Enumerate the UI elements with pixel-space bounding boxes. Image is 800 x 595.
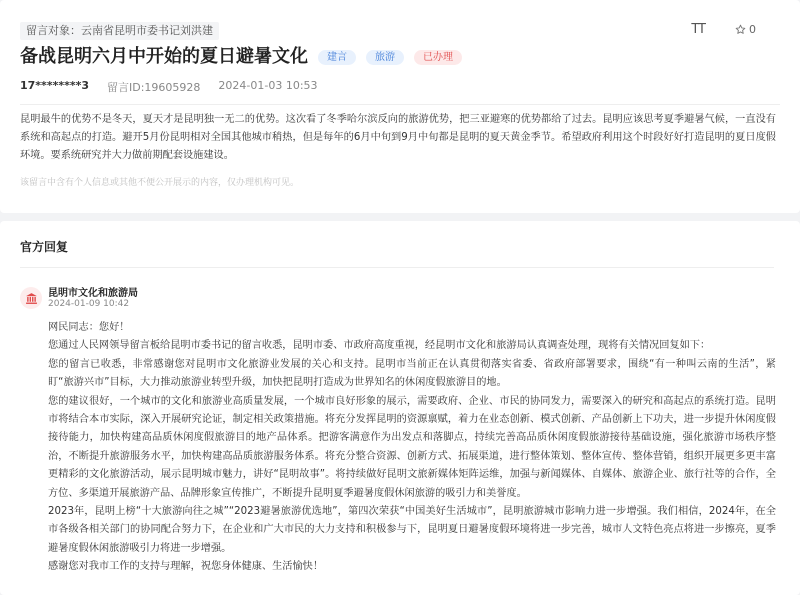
divider xyxy=(20,104,780,105)
divider xyxy=(20,267,774,268)
government-building-icon xyxy=(25,292,38,305)
message-actions xyxy=(691,22,756,37)
avatar xyxy=(20,287,42,309)
official-reply-card xyxy=(0,221,800,595)
reply-paragraph: 您通过人民网领导留言板给昆明市委书记的留言收悉，昆明市委、市政府高度重视，经昆明市文化和旅游局认真调查处理，现将有关情况回复如下： xyxy=(48,340,711,352)
reply-paragraph: 感谢您对我市工作的支持与理解，祝您身体健康、生活愉快！ xyxy=(48,561,324,573)
message-body: 昆明最牛的优势不是冬天，夏天才是昆明独一无二的优势。这次看了冬季哈尔滨反向的旅游优势，把三亚避寒的优势都给了过去。昆明应该思考夏季避暑气候，一直没有系统和高起点的打造。避开5月份昆明相对全国其他城市稍热，但是每年的6月中旬到9月中旬都是昆明的夏天黄金季节。希望政府利用这个时段好好打造昆明的夏日度假环境。要系统研究并大力做前期配套设施建设。 xyxy=(20,114,776,161)
title-row xyxy=(20,44,462,70)
reply-paragraph: 2023年，昆明上榜“十大旅游向往之城”“2023避暑旅游优选地”，第四次荣获“中国美好生活城市”，昆明旅游城市影响力进一步增强。我们相信，2024年，在全市各级各相关部门的协同配合努力下，在企业和广大市民的大力支持和积极参与下，昆明夏日避暑度假环境将进一步完善，城市人文特色亮点将进一步擦亮，夏季避暑度假休闲旅游吸引力将进一步增强。 xyxy=(48,506,776,554)
tag-suggestion[interactable]: 建言 xyxy=(318,50,356,65)
page-title: 备战昆明六月中开始的夏日避暑文化 xyxy=(20,46,308,67)
status-badge: 已办理 xyxy=(414,50,462,65)
reply-date: 2024-01-09 10:42 xyxy=(48,299,130,309)
reply-paragraph: 您的留言已收悉，非常感谢您对昆明市文化旅游业发展的关心和支持。昆明市当前正在认真贯彻落实省委、省政府部署要求，围绕“有一种叫云南的生活”，紧盯“旅游兴市”目标，大力推动旅游业转型升级，加快把昆明打造成为世界知名的休闲度假旅游目的地。 xyxy=(48,358,776,389)
privacy-note: 该留言中含有个人信息或其他不便公开展示的内容，仅办理机构可见。 xyxy=(20,178,300,188)
message-user: 17********3 xyxy=(20,79,89,92)
font-size-icon[interactable]: TT xyxy=(691,22,705,37)
reply-paragraph: 网民同志：您好！ xyxy=(48,322,130,333)
message-meta xyxy=(20,79,318,95)
favorite-button[interactable] xyxy=(735,23,756,36)
reply-body xyxy=(48,319,776,577)
reply-heading: 官方回复 xyxy=(20,240,69,254)
message-target-badge: 留言对象：云南省昆明市委书记刘洪建 xyxy=(20,22,219,40)
message-card xyxy=(0,0,800,213)
reply-paragraph: 您的建议很好，一个城市的文化和旅游业高质量发展，一个城市良好形象的展示，需要政府、企业、市民的协同发力，需要深入的研究和高起点的系统打造。昆明市将结合本市实际，深入开展研究论证，制定相关政策措施。将充分发挥昆明的资源禀赋，着力在业态创新、模式创新、产品创新上下功夫，进一步提升休闲度假接待能力，加快构建高品质休闲度假旅游目的地产品体系。把游客满意作为出发点和落脚点，持续完善高品质休闲度假旅游接待基础设施，强化旅游市场秩序整治，不断提升旅游服务水平，加快构建高品质旅游服务体系。将充分整合资源、创新方式、拓展渠道，进行整体策划、整体宣传、整体营销，组织开展更多更丰富更精彩的文化旅游活动，展示昆明城市魅力，讲好“昆明故事”。将持续做好昆明文旅新媒体矩阵运维，加强与新闻媒体、自媒体、旅游企业、旅行社等的合作，全方位、多渠道开展旅游产品、品牌形象宣传推广，不断提升昆明夏季避暑度假休闲旅游的吸引力和美誉度。 xyxy=(48,395,776,499)
favorite-count: 0 xyxy=(749,23,756,36)
message-id: 留言ID:19605928 xyxy=(106,81,201,94)
tag-tourism[interactable]: 旅游 xyxy=(366,50,404,65)
reply-org-name[interactable]: 昆明市文化和旅游局 xyxy=(48,288,138,299)
message-timestamp: 2024-01-03 10:53 xyxy=(218,79,318,92)
star-icon xyxy=(735,24,746,35)
